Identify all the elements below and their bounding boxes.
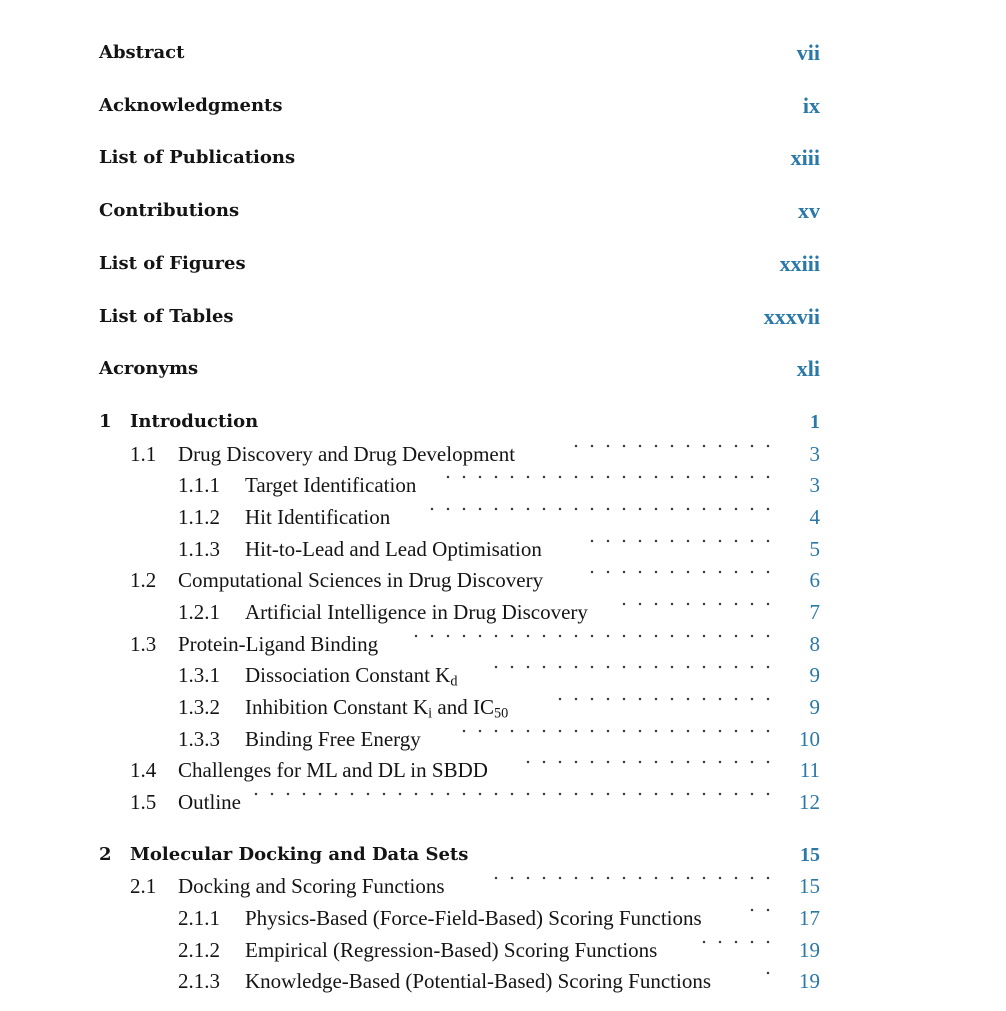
entry-page-link[interactable]: 10 — [799, 727, 820, 751]
toc-entry-abstract[interactable] — [0, 38, 1006, 68]
dot-leader — [482, 660, 776, 674]
entry-page-link[interactable]: 19 — [799, 938, 820, 962]
dot-leader — [418, 502, 776, 516]
subsection-title: Artificial Intelligence in Drug Discovery — [245, 600, 588, 624]
subsection-number: 2.1.3 — [178, 969, 220, 993]
dot-leader — [402, 629, 776, 643]
chapter-title: Introduction — [130, 411, 259, 432]
dot-leader — [618, 597, 776, 611]
dot-leader — [586, 534, 776, 548]
entry-page-link[interactable]: vii — [796, 40, 820, 65]
subsection-title: Empirical (Regression-Based) Scoring Functions — [245, 938, 658, 962]
entry-title: Contributions — [99, 200, 240, 221]
section-number: 1.1 — [130, 442, 157, 466]
chapter-number: 1 — [99, 411, 112, 432]
toc-subsection-1-3-3[interactable] — [0, 724, 1006, 754]
dot-leader — [738, 903, 776, 917]
entry-page-link[interactable]: 1 — [810, 411, 820, 433]
subsection-title: Target Identification — [245, 473, 417, 497]
section-number: 1.3 — [130, 632, 157, 656]
entry-page-link[interactable]: xxiii — [779, 251, 820, 276]
entry-page-link[interactable]: 19 — [799, 969, 820, 993]
section-title: Challenges for ML and DL in SBDD — [178, 758, 488, 782]
toc-subsection-1-1-1[interactable] — [0, 470, 1006, 500]
toc-section-1-4[interactable] — [0, 755, 1006, 785]
chapter-title: Molecular Docking and Data Sets — [130, 844, 469, 865]
subsection-number: 1.1.3 — [178, 537, 220, 561]
subscript-d: d — [450, 673, 458, 690]
toc-subsection-1-3-1[interactable] — [0, 660, 1006, 690]
entry-page-link[interactable]: 3 — [809, 442, 820, 466]
subsection-number: 1.1.2 — [178, 505, 220, 529]
toc-entry-acronyms[interactable] — [0, 354, 1006, 384]
subsection-number: 1.2.1 — [178, 600, 220, 624]
entry-page-link[interactable]: 11 — [799, 758, 820, 782]
section-number: 1.2 — [130, 568, 157, 592]
subsection-title: Hit-to-Lead and Lead Optimisation — [245, 537, 542, 561]
toc-subsection-1-3-2[interactable] — [0, 692, 1006, 722]
dot-leader — [562, 439, 776, 453]
subsection-number: 2.1.1 — [178, 906, 220, 930]
subsection-title: Knowledge-Based (Potential-Based) Scoring Functions — [245, 969, 711, 993]
entry-page-link[interactable]: ix — [802, 93, 820, 118]
entry-title: List of Figures — [99, 253, 246, 274]
entry-title: Abstract — [99, 42, 185, 63]
section-number: 2.1 — [130, 874, 157, 898]
toc-chapter-2[interactable] — [0, 840, 1006, 870]
toc-subsection-1-1-3[interactable] — [0, 534, 1006, 564]
dot-leader — [450, 724, 776, 738]
entry-title: List of Tables — [99, 306, 234, 327]
section-title: Protein-Ligand Binding — [178, 632, 379, 656]
toc-subsection-1-2-1[interactable] — [0, 597, 1006, 627]
section-title: Computational Sciences in Drug Discovery — [178, 568, 544, 592]
toc-entry-list-of-figures[interactable] — [0, 249, 1006, 279]
section-title: Outline — [178, 790, 241, 814]
dot-leader — [442, 470, 776, 484]
toc-chapter-1[interactable] — [0, 407, 1006, 437]
toc-subsection-1-1-2[interactable] — [0, 502, 1006, 532]
toc-section-1-5[interactable] — [0, 787, 1006, 817]
title-text-mid: and IC — [432, 695, 494, 719]
subscript-50: 50 — [493, 705, 509, 722]
title-text: Inhibition Constant K — [245, 695, 429, 719]
subsection-number: 1.3.1 — [178, 663, 220, 687]
toc-section-1-3[interactable] — [0, 629, 1006, 659]
toc-entry-list-of-publications[interactable] — [0, 143, 1006, 173]
toc-subsection-2-1-3[interactable] — [0, 966, 1006, 996]
dot-leader — [482, 871, 776, 885]
chapter-number: 2 — [99, 844, 112, 865]
dot-leader — [254, 787, 776, 801]
entry-page-link[interactable]: 3 — [809, 473, 820, 497]
toc-section-1-1[interactable] — [0, 439, 1006, 469]
subsection-number: 2.1.2 — [178, 938, 220, 962]
toc-entry-list-of-tables[interactable] — [0, 302, 1006, 332]
entry-page-link[interactable]: 17 — [799, 906, 820, 930]
subsection-title: Binding Free Energy — [245, 727, 421, 751]
subsection-number: 1.3.3 — [178, 727, 220, 751]
section-number: 1.4 — [130, 758, 157, 782]
toc-subsection-2-1-2[interactable] — [0, 935, 1006, 965]
entry-title: List of Publications — [99, 147, 296, 168]
dot-leader — [588, 565, 776, 579]
entry-page-link[interactable]: 9 — [809, 695, 820, 719]
section-number: 1.5 — [130, 790, 157, 814]
dot-leader — [754, 966, 776, 980]
subsection-title — [245, 692, 508, 722]
dot-leader — [546, 692, 776, 706]
toc-entry-acknowledgments[interactable] — [0, 91, 1006, 121]
entry-page-link[interactable]: xxxvii — [763, 304, 820, 329]
section-title: Drug Discovery and Drug Development — [178, 442, 516, 466]
entry-page-link[interactable]: xv — [798, 198, 820, 223]
subsection-title — [245, 660, 457, 690]
entry-page-link[interactable]: 9 — [809, 663, 820, 687]
toc-entry-contributions[interactable] — [0, 196, 1006, 226]
entry-title: Acknowledgments — [99, 95, 283, 116]
entry-page-link[interactable]: 6 — [809, 568, 820, 592]
section-title: Docking and Scoring Functions — [178, 874, 445, 898]
entry-page-link[interactable]: 12 — [799, 790, 820, 814]
subsection-title: Physics-Based (Force-Field-Based) Scoring Functions — [245, 906, 702, 930]
entry-page-link[interactable]: xli — [796, 356, 820, 381]
entry-page-link[interactable]: 5 — [809, 537, 820, 561]
subsection-title: Hit Identification — [245, 505, 391, 529]
dot-leader — [522, 755, 776, 769]
subscript-i: i — [428, 705, 433, 722]
toc-section-1-2[interactable] — [0, 565, 1006, 595]
subsection-number: 1.3.2 — [178, 695, 220, 719]
entry-page-link[interactable]: 15 — [799, 874, 820, 898]
entry-page-link[interactable]: 7 — [809, 600, 820, 624]
toc-section-2-1[interactable] — [0, 871, 1006, 901]
entry-page-link[interactable]: 8 — [809, 632, 820, 656]
entry-title: Acronyms — [99, 358, 199, 379]
entry-page-link[interactable]: xiii — [790, 145, 820, 170]
entry-page-link[interactable]: 4 — [809, 505, 820, 529]
toc-subsection-2-1-1[interactable] — [0, 903, 1006, 933]
entry-page-link[interactable]: 15 — [800, 844, 820, 866]
title-text: Dissociation Constant K — [245, 663, 451, 687]
dot-leader — [690, 935, 776, 949]
subsection-number: 1.1.1 — [178, 473, 220, 497]
